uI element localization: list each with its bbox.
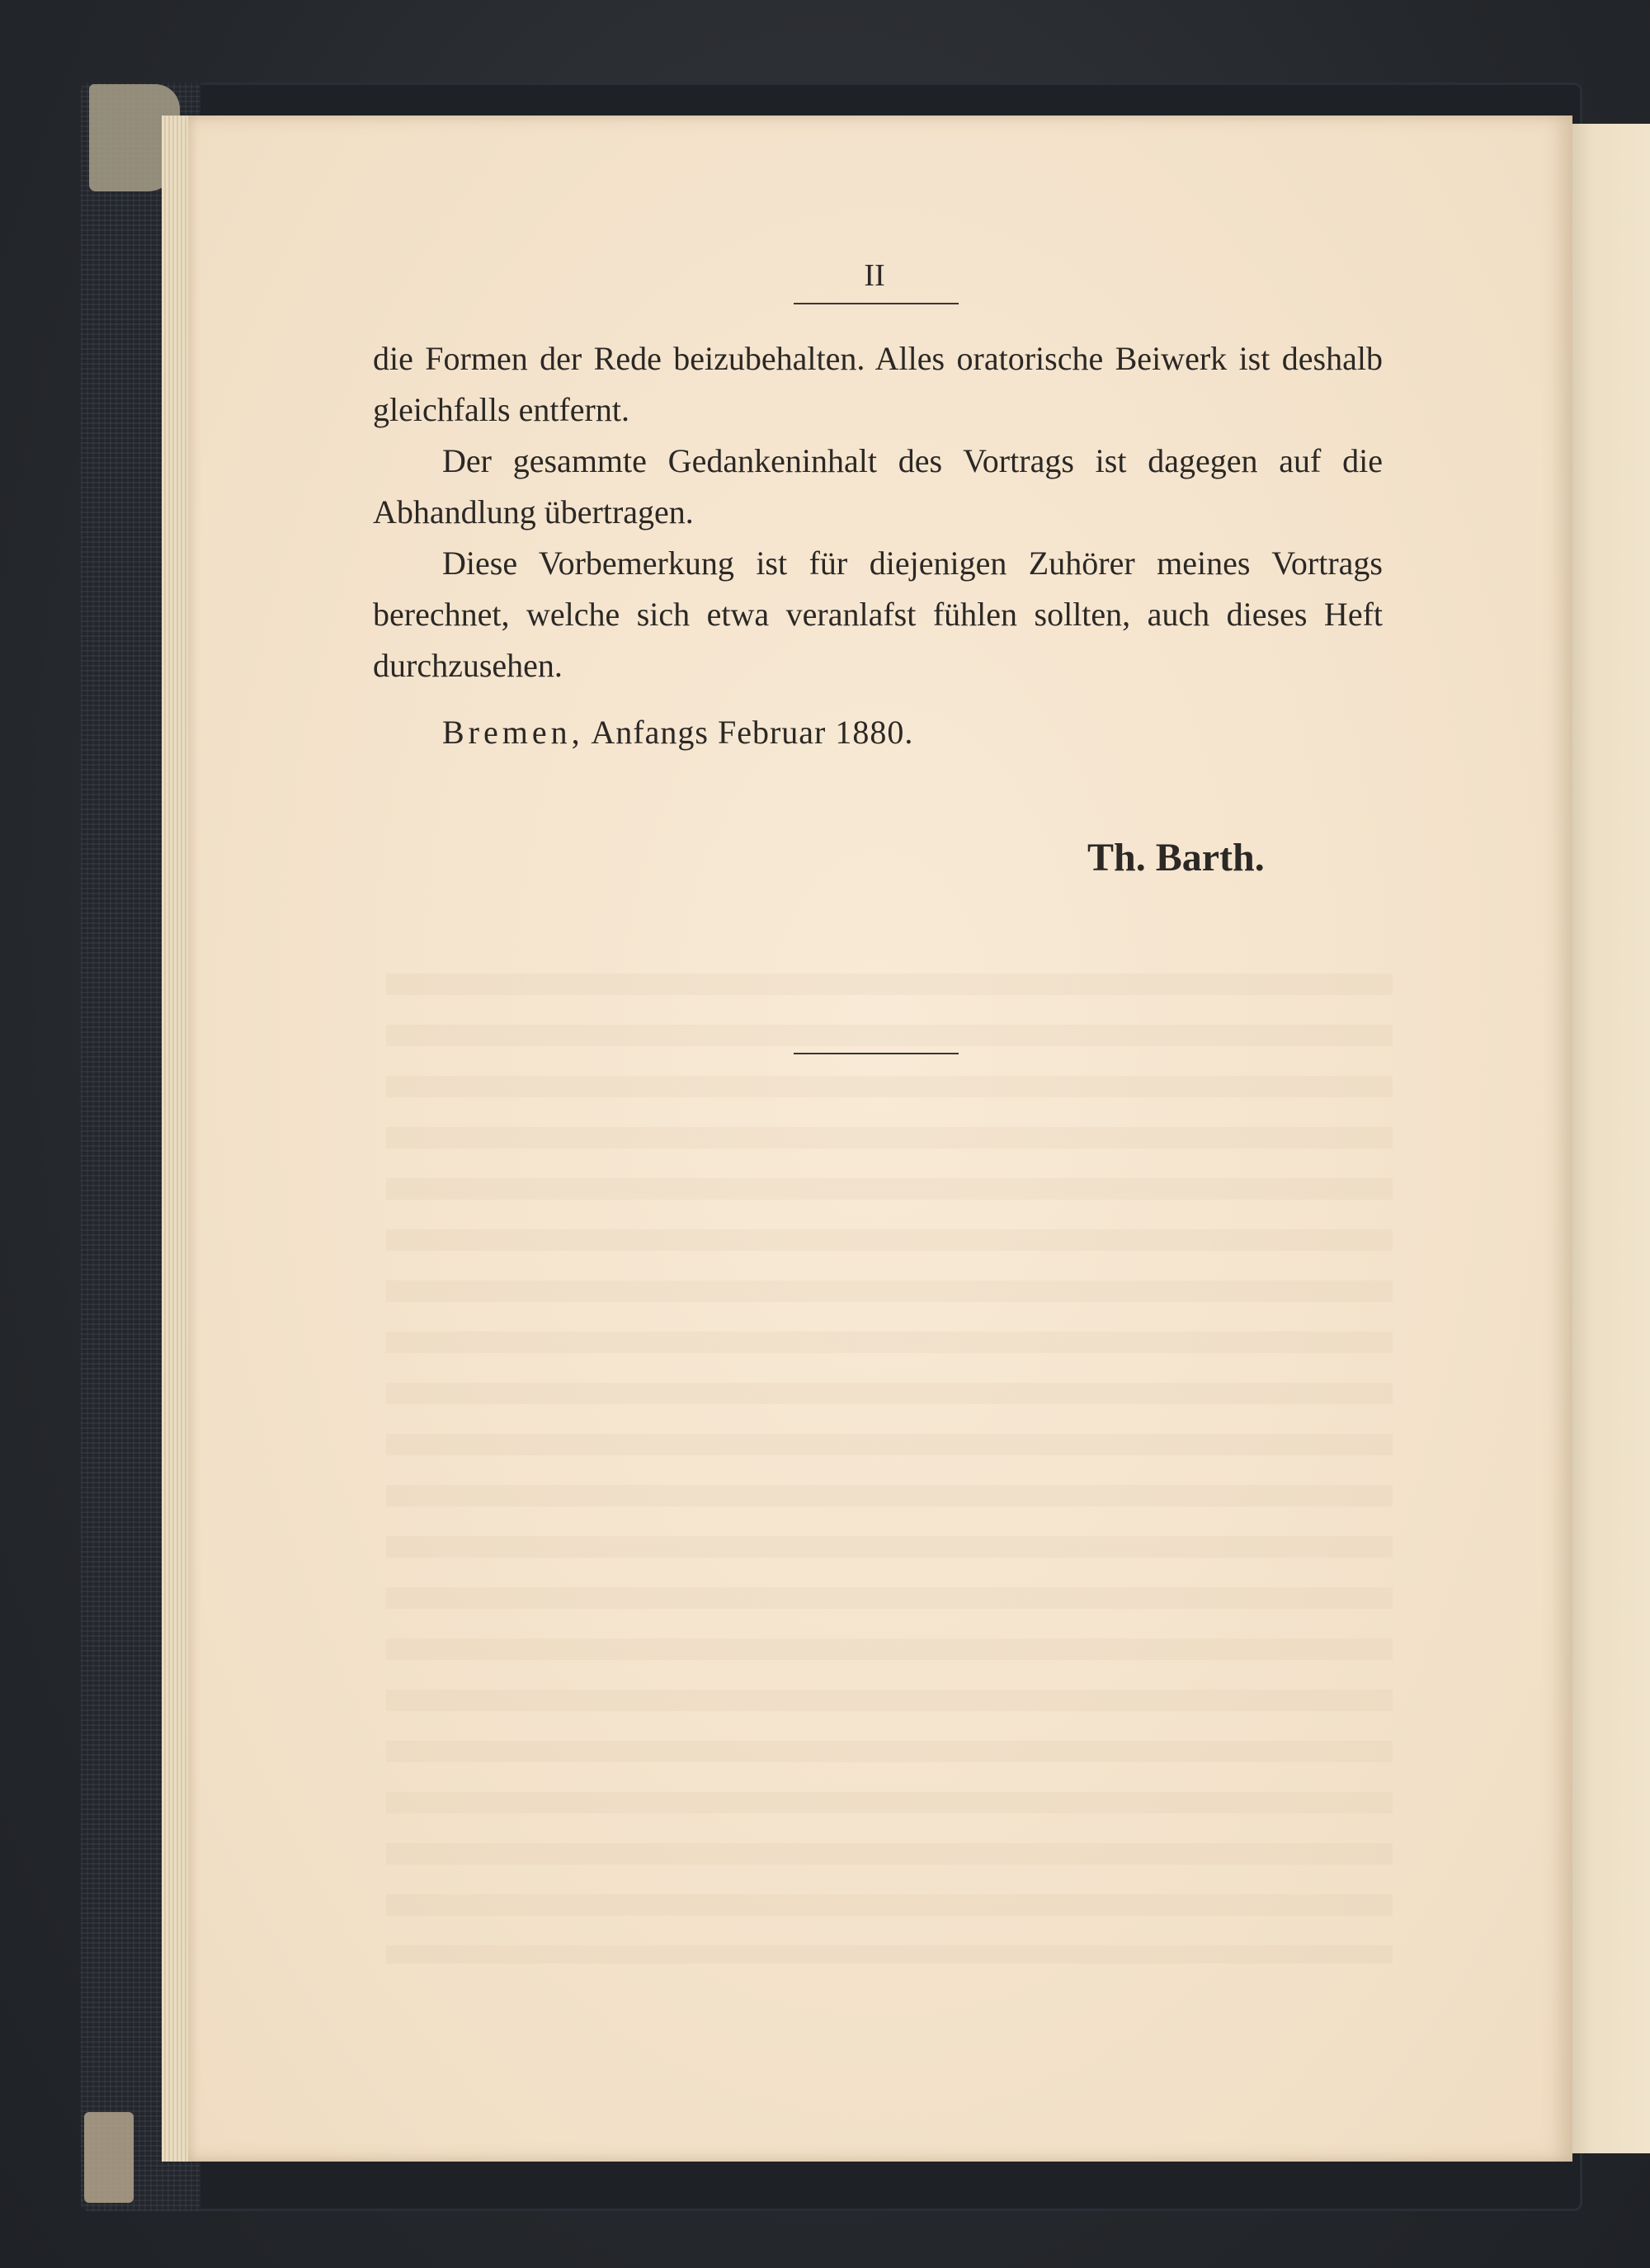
author-signature: Th. Barth. [1087, 836, 1265, 879]
paragraph-1: die Formen der Rede beizubehalten. Alles oratorische Beiwerk ist deshalb gleichfalls entfernt. [373, 340, 1383, 428]
show-through-text [386, 974, 1393, 1964]
worn-cover-corner-bottom [84, 2112, 134, 2203]
facing-page-edge [1568, 124, 1650, 2153]
place-and-date [442, 713, 913, 752]
closing-rule [794, 1053, 959, 1054]
paragraph-3: Diese Vorbemerkung ist für diejenigen Zuhörer meines Vortrags berechnet, welche sich etwa veranlafst fühlen sollten, auch dieses Heft durchzusehen. [373, 545, 1383, 684]
show-through-title [734, 767, 754, 842]
header-rule [794, 303, 959, 304]
paragraph-2: Der gesammte Gedankeninhalt des Vortrags ist dagegen auf die Abhandlung übertragen. [373, 442, 1383, 530]
page-number: II [864, 258, 885, 293]
date: Anfangs Februar 1880. [591, 714, 914, 751]
body-text [373, 333, 1383, 691]
place: Bremen, [442, 714, 584, 751]
